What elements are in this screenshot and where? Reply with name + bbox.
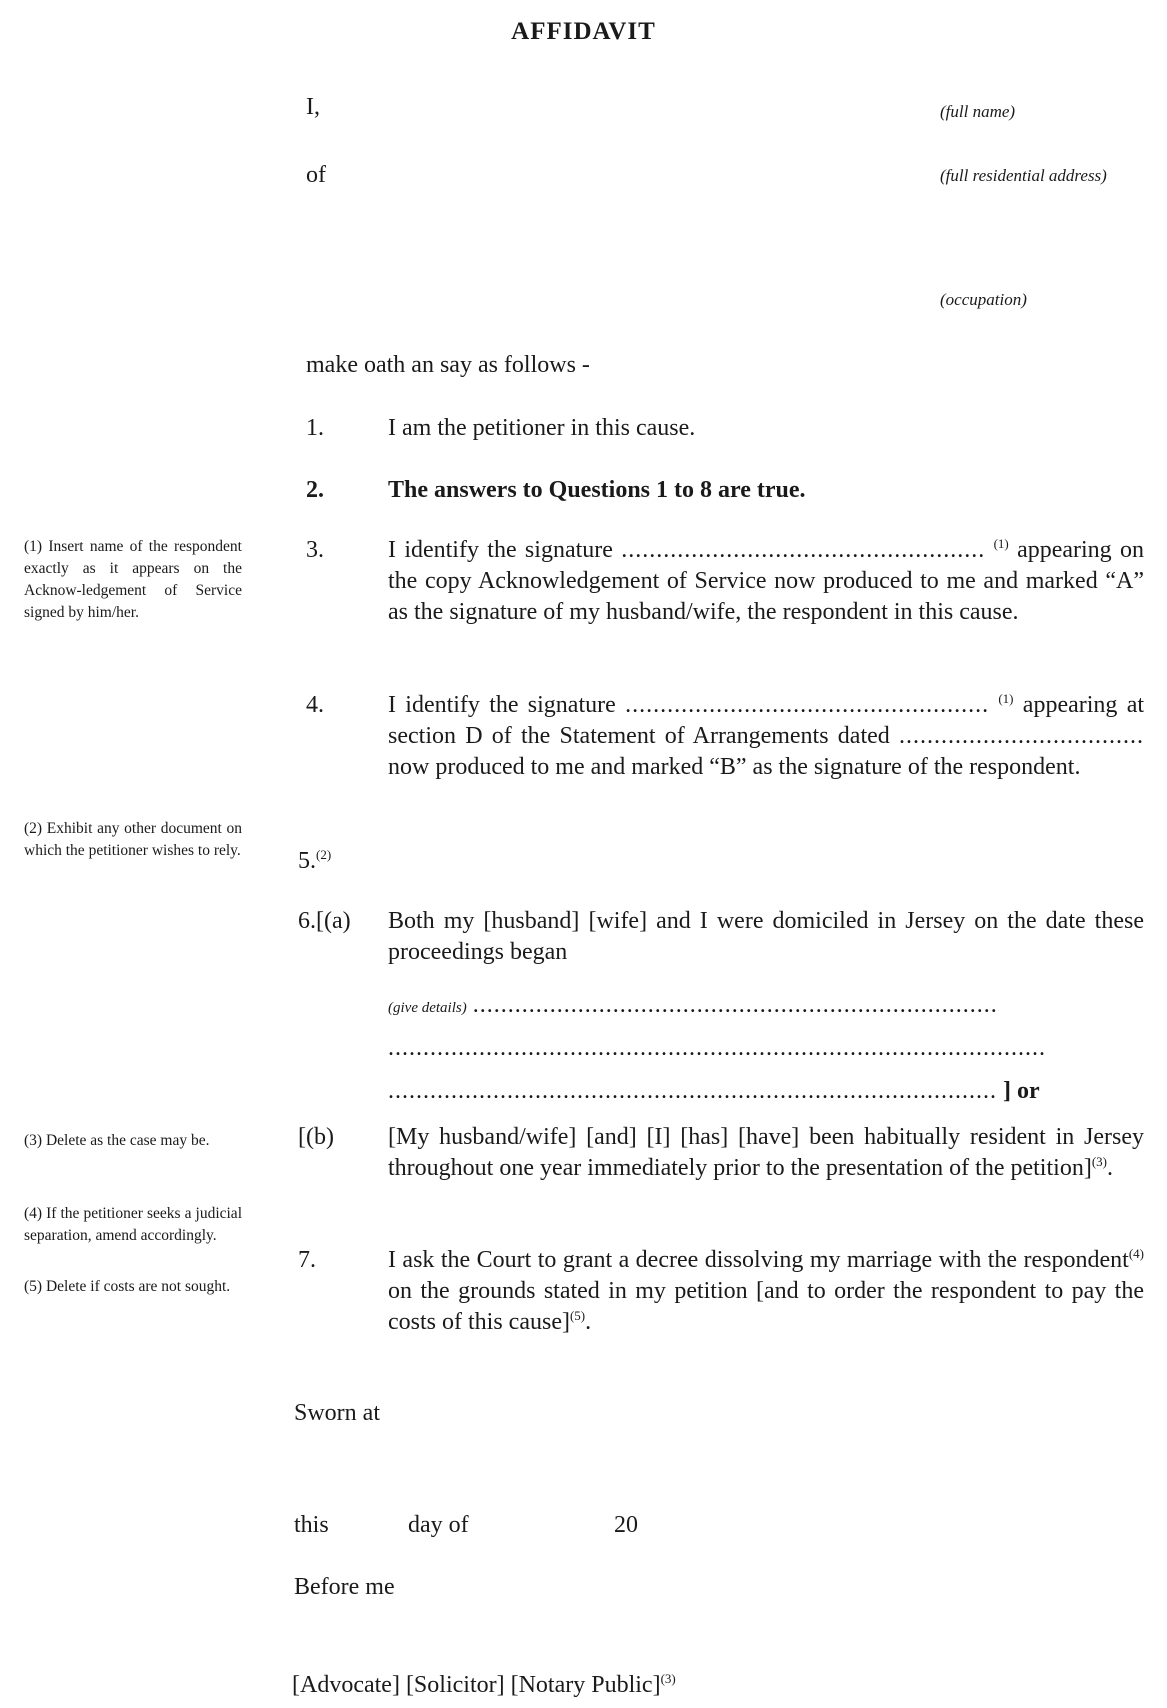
para-4-body bbox=[388, 690, 1144, 783]
of-label: of bbox=[306, 162, 326, 188]
para-6a-details-line bbox=[388, 990, 998, 1024]
para-3-number: 3. bbox=[306, 537, 324, 563]
para-7-number: 7. bbox=[298, 1247, 316, 1273]
margin-note-2: (2) Exhibit any other document on which the petitioner wishes to rely. bbox=[24, 820, 242, 859]
para-4-number: 4. bbox=[306, 692, 324, 718]
oath-intro: make oath an say as follows - bbox=[306, 352, 590, 378]
para-2-number: 2. bbox=[306, 477, 324, 503]
para-7-end: . bbox=[585, 1309, 592, 1335]
margin-note-5: (5) Delete if costs are not sought. bbox=[24, 1278, 231, 1295]
address-hint: (full residential address) bbox=[940, 166, 1107, 185]
full-name-hint: (full name) bbox=[940, 102, 1016, 121]
para-7-ref-4: (4) bbox=[1128, 1246, 1144, 1261]
para-6b-ref: (3) bbox=[1091, 1154, 1107, 1169]
para-6a-number: 6.[(a) bbox=[298, 908, 351, 934]
para-6a-last-line bbox=[388, 1076, 1040, 1107]
para-4-line2: appearing at section D of the Statement of Arrangements dated bbox=[388, 692, 1145, 749]
para-5-number bbox=[298, 846, 331, 877]
para-3-signature-dots: .................................................... bbox=[621, 537, 986, 563]
details-dots-2: .............................................................................................. bbox=[388, 1035, 1046, 1061]
day-of-label: day of bbox=[408, 1512, 469, 1538]
give-details-label: (give details) bbox=[388, 1000, 467, 1016]
sworn-at-label: Sworn at bbox=[294, 1400, 380, 1426]
officer-ref: (3) bbox=[660, 1671, 676, 1686]
margin-note-1: (1) Insert name of the respondent exactly as it appears on the Acknow-ledgement of Service signed by him/her. bbox=[24, 538, 242, 621]
para-1-number: 1. bbox=[306, 415, 324, 441]
para-7-ref-5: (5) bbox=[569, 1308, 586, 1323]
para-4-lead: I identify the signature bbox=[388, 692, 616, 718]
para-4-signature-dots: .................................................... bbox=[625, 692, 990, 718]
para-4-ref: (1) bbox=[998, 691, 1014, 706]
para-2-text: The answers to Questions 1 to 8 are true. bbox=[388, 477, 806, 503]
para-5-num: 5. bbox=[298, 848, 316, 874]
para-7-text-1: I ask the Court to grant a decree dissolving my marriage with the respondent bbox=[388, 1247, 1129, 1273]
para-6b-end: . bbox=[1106, 1155, 1113, 1181]
i-label: I, bbox=[306, 94, 320, 120]
para-6b-text: [My husband/wife] [and] [I] [has] [have] been habitually resident in Jersey throughout one year immediately prior to the presentation of the petition] bbox=[388, 1124, 1144, 1181]
officer-line bbox=[292, 1670, 676, 1701]
occupation-hint: (occupation) bbox=[940, 290, 1027, 309]
para-6a-text: Both my [husband] [wife] and I were domiciled in Jersey on the date these proceedings began bbox=[388, 908, 1144, 965]
para-1-text: I am the petitioner in this cause. bbox=[388, 415, 696, 441]
margin-note-4: (4) If the petitioner seeks a judicial separation, amend accordingly. bbox=[24, 1205, 242, 1244]
para-3-rest: appearing on the copy Acknowledgement of Service now produced to me and marked “A” as the signature of my husband/wife, the respondent in this cause. bbox=[388, 537, 1145, 625]
para-3-ref: (1) bbox=[993, 536, 1009, 551]
para-6b-body bbox=[388, 1122, 1144, 1184]
officer-titles: [Advocate] [Solicitor] [Notary Public] bbox=[292, 1672, 661, 1698]
para-7-text-2: on the grounds stated in my petition [and to order the respondent to pay the costs of this cause] bbox=[388, 1278, 1144, 1335]
para-4-line3: now produced to me and marked “B” bbox=[388, 754, 747, 780]
margin-note-3: (3) Delete as the case may be. bbox=[24, 1132, 210, 1149]
para-4-date-dots: ................................... bbox=[899, 723, 1144, 749]
details-dots-1: ........................................................................... bbox=[472, 992, 998, 1018]
year-prefix: 20 bbox=[614, 1512, 638, 1538]
para-3-lead: I identify the signature bbox=[388, 537, 613, 563]
this-label: this bbox=[294, 1512, 329, 1538]
para-5-ref: (2) bbox=[316, 847, 332, 862]
or-connector: ] or bbox=[1003, 1078, 1040, 1104]
para-7-body bbox=[388, 1245, 1144, 1338]
para-6b-number: [(b) bbox=[298, 1124, 334, 1150]
document-title: AFFIDAVIT bbox=[511, 18, 656, 45]
para-4-line4: as the signature of the respondent. bbox=[752, 754, 1081, 780]
para-3-body bbox=[388, 535, 1144, 628]
details-dots-3: ....................................................................................... bbox=[388, 1078, 997, 1104]
before-me-label: Before me bbox=[294, 1574, 395, 1600]
